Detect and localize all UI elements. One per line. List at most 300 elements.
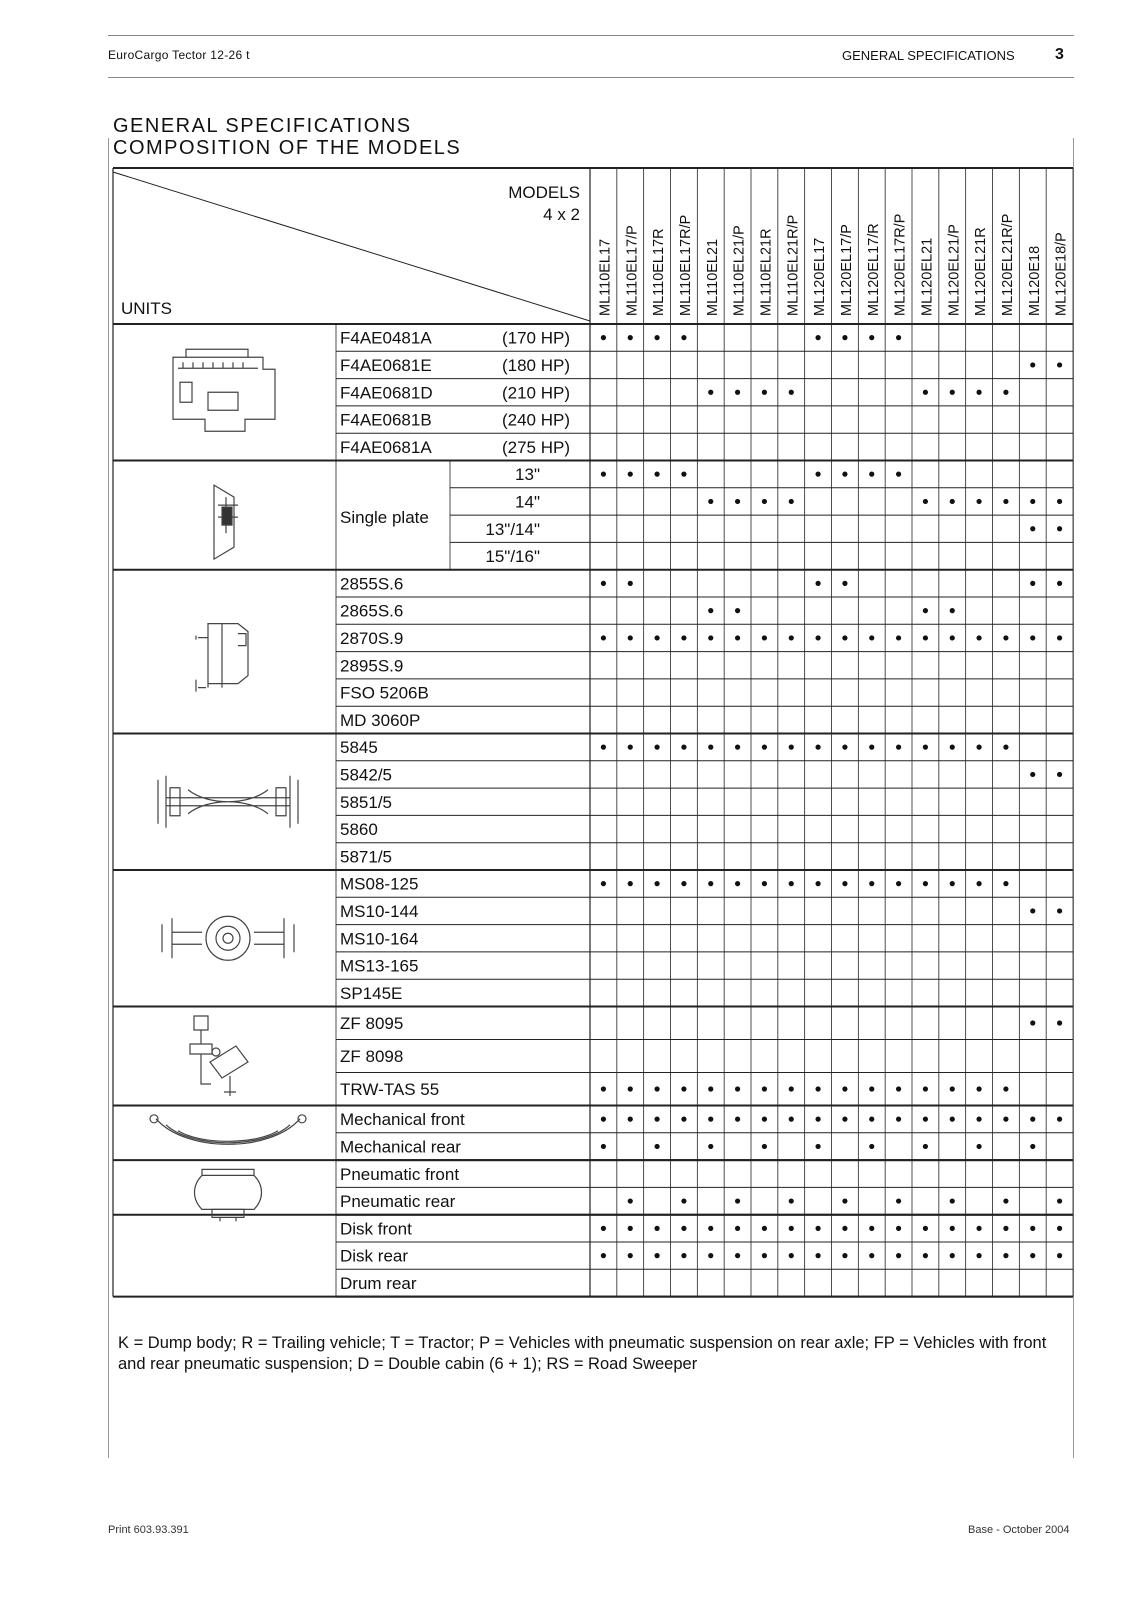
availability-dot [896,1117,901,1122]
model-header-cell [1054,232,1070,316]
availability-dot [1030,1020,1035,1025]
row-label: MS10-164 [340,929,419,949]
availability-dot [950,635,955,640]
model-header-label: ML110EL21R/P [785,214,802,316]
model-header-label: ML110EL17R/P [677,214,694,316]
availability-dot [681,1086,686,1091]
row-label: F4AE0681B [340,410,432,430]
availability-dot [1030,581,1035,586]
row-label: MS13-165 [340,956,419,976]
availability-dot [1030,362,1035,367]
availability-dot [869,745,874,750]
row-sublabel: (275 HP) [501,437,570,457]
availability-dot [950,745,955,750]
row-label: F4AE0681A [340,437,432,457]
availability-dot [708,1117,713,1122]
availability-dot [815,1117,820,1122]
availability-dot [654,1226,659,1231]
availability-dot [815,1253,820,1258]
availability-dot [735,608,740,613]
icon-stroke [166,790,290,814]
availability-dot [654,335,659,340]
availability-dot [896,1226,901,1231]
model-header-cell [893,214,909,316]
availability-dot [869,881,874,886]
row-label: F4AE0681D [340,383,433,403]
model-header-cell [758,228,774,316]
corner-units-label: UNITS [121,299,172,318]
availability-dot [842,1117,847,1122]
availability-dot [628,881,633,886]
availability-dot [1030,499,1035,504]
icon-stroke [190,1016,212,1084]
row-sublabel: (170 HP) [501,328,570,348]
availability-dot [708,1086,713,1091]
availability-dot [842,1086,847,1091]
availability-dot [762,499,767,504]
availability-dot [789,1198,794,1203]
model-header-label: ML120EL21R/P [999,213,1016,316]
availability-dot [762,1144,767,1149]
availability-dot [708,1253,713,1258]
availability-dot [708,745,713,750]
availability-dot [789,1117,794,1122]
availability-dot [1030,1117,1035,1122]
model-header-label: ML120EL17 [812,237,829,316]
availability-dot [896,472,901,477]
availability-dot [735,881,740,886]
model-header-label: ML110EL17/P [624,225,641,316]
availability-dot [708,608,713,613]
availability-dot [628,1117,633,1122]
availability-dot [1030,526,1035,531]
model-header-cell [1000,214,1016,316]
availability-dot [950,881,955,886]
availability-dot [735,1117,740,1122]
row-label: 5842/5 [340,765,392,785]
availability-dot [735,745,740,750]
availability-dot [708,1226,713,1231]
gearbox-icon [196,624,248,692]
availability-dot [762,1253,767,1258]
availability-dot [815,881,820,886]
availability-dot [601,881,606,886]
row-label: Pneumatic front [340,1164,460,1184]
availability-dot [896,881,901,886]
availability-dot [601,335,606,340]
print-reference: Print 603.93.391 [108,1524,189,1536]
availability-dot [601,581,606,586]
availability-dot [896,635,901,640]
row-label: FSO 5206B [340,683,429,703]
availability-dot [628,1086,633,1091]
row-label: 2855S.6 [340,574,404,594]
row-label: 2895S.9 [340,656,404,676]
availability-dot [735,1198,740,1203]
availability-dot [1003,745,1008,750]
row-label: MS10-144 [340,901,419,921]
availability-dot [654,881,659,886]
icon-joint [212,1048,220,1056]
availability-dot [681,1226,686,1231]
availability-dot [601,745,606,750]
icon-stroke [195,1169,262,1209]
model-header-label: ML120EL21 [919,237,936,316]
availability-dot [789,390,794,395]
availability-dot [708,881,713,886]
corner-models-label: MODELS [508,183,580,202]
document-title: EuroCargo Tector 12-26 t [108,48,250,62]
availability-dot [1057,581,1062,586]
availability-dot [1057,1020,1062,1025]
availability-dot [601,1117,606,1122]
availability-dot [815,1086,820,1091]
model-header-cell [839,224,855,316]
icon-stroke [156,1119,300,1145]
model-header-label: ML120EL17R/P [892,213,909,316]
availability-dot [815,581,820,586]
availability-dot [815,335,820,340]
availability-dot [923,1226,928,1231]
availability-dot [1057,1198,1062,1203]
availability-dot [976,635,981,640]
availability-dot [1030,908,1035,913]
availability-dot [681,745,686,750]
availability-dot [681,881,686,886]
availability-dot [762,745,767,750]
steering-icon [190,1016,248,1096]
availability-dot [842,581,847,586]
row-label: ZF 8095 [340,1014,404,1033]
availability-dot [681,635,686,640]
availability-dot [950,608,955,613]
row-sublabel: (240 HP) [501,410,570,430]
availability-dot [762,881,767,886]
availability-dot [869,1144,874,1149]
availability-dot [1057,908,1062,913]
model-header-cell [919,238,935,316]
availability-dot [789,881,794,886]
availability-dot [1003,499,1008,504]
availability-dot [1003,1253,1008,1258]
availability-dot [1030,1144,1035,1149]
availability-dot [654,1086,659,1091]
availability-dot [869,1226,874,1231]
model-header-cell [866,223,882,316]
model-header-cell [946,224,962,316]
availability-dot [923,881,928,886]
availability-dot [1030,772,1035,777]
availability-dot [950,1198,955,1203]
row-label: 5871/5 [340,847,392,867]
availability-dot [976,1253,981,1258]
page-number: 3 [1055,46,1064,63]
availability-dot [923,390,928,395]
row-sublabel: 13"/14" [485,519,540,539]
availability-dot [950,1086,955,1091]
availability-dot [976,1086,981,1091]
availability-dot [762,390,767,395]
row-label: Disk rear [340,1246,409,1266]
model-header-cell [1027,246,1043,316]
icon-stroke [180,349,248,410]
clutch-icon [214,485,238,559]
availability-dot [1003,1198,1008,1203]
legend-notes: K = Dump body; R = Trailing vehicle; T = Tractor; P = Vehicles with pneumatic suspension on rear axle; FP = Vehicles with front and rear pneumatic suspension; D = Double cabin (6 + 1); RS = Road Sweeper [118,1334,1047,1373]
availability-dot [842,335,847,340]
model-header-label: ML110EL17 [597,238,614,316]
model-header-cell [624,225,640,316]
engine-icon [173,349,275,431]
availability-dot [601,1086,606,1091]
row-label: F4AE0481A [340,328,432,348]
row-label: Pneumatic rear [340,1192,456,1212]
availability-dot [654,1253,659,1258]
availability-dot [735,635,740,640]
model-header-label: ML110EL17R [651,228,668,316]
front-axle-icon [158,776,298,828]
availability-dot [950,1253,955,1258]
icon-stroke [210,1046,248,1096]
row-label: Mechanical front [340,1110,465,1130]
model-header-cell [785,215,801,316]
availability-dot [654,1117,659,1122]
icon-stroke [162,918,294,958]
availability-dot [789,745,794,750]
availability-dot [762,635,767,640]
availability-dot [869,335,874,340]
availability-dot [896,335,901,340]
rear-axle-icon [162,916,294,960]
availability-dot [950,1117,955,1122]
availability-dot [628,1198,633,1203]
availability-dot [923,1086,928,1091]
row-sublabel: (180 HP) [501,355,570,375]
availability-dot [976,499,981,504]
availability-dot [1057,1253,1062,1258]
availability-dot [842,1253,847,1258]
availability-dot [976,390,981,395]
availability-dot [628,745,633,750]
model-header-label: ML110EL21 [704,238,721,316]
availability-dot [869,1086,874,1091]
availability-dot [708,390,713,395]
availability-dot [708,635,713,640]
availability-dot [1057,635,1062,640]
air-spring-icon [195,1169,262,1221]
page-title-line2: COMPOSITION OF THE MODELS [113,137,462,159]
row-label: MD 3060P [340,710,421,730]
availability-dot [735,1226,740,1231]
availability-dot [681,472,686,477]
availability-dot [601,472,606,477]
availability-dot [1057,499,1062,504]
availability-dot [1057,362,1062,367]
model-header-cell [732,225,748,316]
availability-dot [628,635,633,640]
availability-dot [601,1144,606,1149]
availability-dot [1057,526,1062,531]
availability-dot [1003,1086,1008,1091]
model-header-label: ML110EL21R [758,228,775,316]
row-label: TRW-TAS 55 [340,1080,440,1099]
row-label: MS08-125 [340,874,419,894]
availability-dot [735,390,740,395]
availability-dot [950,390,955,395]
availability-dot [950,499,955,504]
row-sublabel: 15"/16" [485,547,540,567]
model-header-label: ML120EL17/P [838,224,855,316]
availability-dot [628,335,633,340]
availability-dot [654,1144,659,1149]
availability-dot [896,1253,901,1258]
availability-dot [923,1117,928,1122]
section-title: GENERAL SPECIFICATIONS [842,48,1015,63]
availability-dot [869,1253,874,1258]
availability-dot [1003,1117,1008,1122]
availability-dot [735,1086,740,1091]
availability-dot [923,1144,928,1149]
availability-dot [923,635,928,640]
availability-dot [869,635,874,640]
icon-housing-inner [216,926,240,950]
availability-dot [789,499,794,504]
availability-dot [708,499,713,504]
availability-dot [976,1226,981,1231]
availability-dot [896,1198,901,1203]
model-header-cell [678,215,694,316]
availability-dot [896,745,901,750]
availability-dot [842,635,847,640]
row-label: ZF 8098 [340,1047,404,1066]
row-label: 2870S.9 [340,628,404,648]
availability-dot [654,635,659,640]
availability-dot [681,1253,686,1258]
row-label: F4AE0681E [340,355,432,375]
availability-dot [789,635,794,640]
availability-dot [708,1144,713,1149]
availability-dot [815,635,820,640]
availability-dot [789,1086,794,1091]
icon-housing [206,916,250,960]
availability-dot [842,472,847,477]
row-label: 5851/5 [340,792,392,812]
row-sublabel: 13" [515,465,540,485]
availability-dot [976,881,981,886]
model-header-label: ML120EL21R [973,227,990,316]
availability-dot [1030,1253,1035,1258]
availability-dot [789,1226,794,1231]
availability-dot [1057,1226,1062,1231]
availability-dot [681,1117,686,1122]
availability-dot [1003,635,1008,640]
availability-dot [815,1226,820,1231]
availability-dot [1030,1226,1035,1231]
availability-dot [1057,772,1062,777]
availability-dot [601,1226,606,1231]
model-header-cell [651,228,667,316]
model-header-label: ML110EL21/P [731,225,748,316]
availability-dot [628,472,633,477]
model-header-cell [812,238,828,316]
availability-dot [815,745,820,750]
availability-dot [976,1117,981,1122]
model-header-cell [705,239,721,316]
corner-drive-label: 4 x 2 [543,205,580,224]
row-label: 5845 [340,738,378,758]
availability-dot [735,499,740,504]
leaf-spring-icon [150,1115,306,1145]
availability-dot [842,1198,847,1203]
availability-dot [601,635,606,640]
availability-dot [842,745,847,750]
icon-hub [222,507,232,525]
availability-dot [762,1086,767,1091]
availability-dot [628,1226,633,1231]
availability-dot [869,472,874,477]
row-label: 2865S.6 [340,601,404,621]
availability-dot [950,1226,955,1231]
availability-dot [628,581,633,586]
row-label: 5860 [340,820,378,840]
availability-dot [1057,1117,1062,1122]
icon-housing-core [223,933,233,943]
availability-dot [923,1253,928,1258]
group-label: Single plate [340,508,429,528]
model-header-cell [973,227,989,316]
row-sublabel: (210 HP) [501,383,570,403]
availability-dot [654,745,659,750]
availability-dot [815,472,820,477]
availability-dot [1030,635,1035,640]
availability-dot [681,1198,686,1203]
availability-dot [628,1253,633,1258]
model-header-label: ML120EL21/P [946,224,963,316]
model-header-label: ML120E18 [1026,245,1043,316]
availability-dot [762,1117,767,1122]
availability-dot [923,499,928,504]
availability-dot [976,1144,981,1149]
availability-dot [842,881,847,886]
page-title-line1: GENERAL SPECIFICATIONS [113,115,412,137]
availability-dot [654,472,659,477]
availability-dot [896,1086,901,1091]
row-label: SP145E [340,983,403,1003]
row-label: Drum rear [340,1273,417,1293]
model-header-cell [597,239,613,316]
model-header-label: ML120E18/P [1053,232,1070,316]
model-header-label: ML120EL17/R [865,223,882,316]
availability-dot [923,745,928,750]
availability-dot [681,335,686,340]
row-label: Mechanical rear [340,1137,461,1157]
availability-dot [1003,881,1008,886]
availability-dot [976,745,981,750]
availability-dot [869,1117,874,1122]
availability-dot [789,1253,794,1258]
availability-dot [1003,1226,1008,1231]
edition-date: Base - October 2004 [968,1524,1070,1536]
icon-stroke [178,362,258,368]
availability-dot [601,1253,606,1258]
availability-dot [1003,390,1008,395]
availability-dot [923,608,928,613]
availability-dot [735,1253,740,1258]
availability-dot [842,1226,847,1231]
availability-dot [762,1226,767,1231]
availability-dot [815,1144,820,1149]
row-sublabel: 14" [515,492,540,512]
